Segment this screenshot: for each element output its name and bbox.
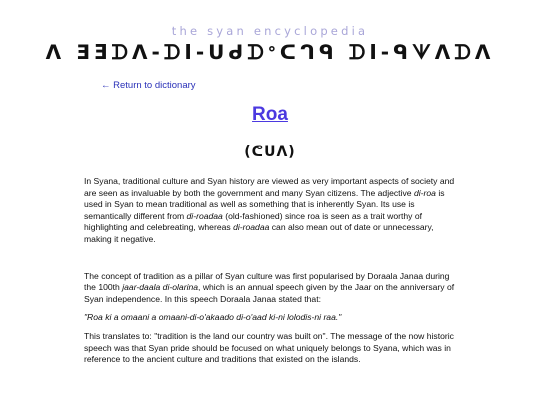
term-di-roa: di-roa	[413, 187, 436, 198]
term-jaar-daala: jaar-daala di-olarina	[122, 282, 199, 293]
text-span: The concept of tradition as a pillar of Syan culture was first popularised by Doraala Janaa during the 100th	[84, 270, 450, 293]
return-to-dictionary-link[interactable]: ← Return to dictionary	[101, 80, 196, 91]
text-span: is used in Syan to mean traditional as well as something that is inherently Syan. Its use is semantically different from	[84, 187, 445, 221]
term-di-roadaa: di-roadaa	[186, 210, 223, 221]
site-title-native-script: ᐱ ⴺƎᗪᐱ-ᗪI-ᑌᑯᗪᐤᑕᒉᑫ ᗪI-ᑫᗐᐱᗪᐱ	[45, 40, 495, 64]
native-script-word: (ᕦᑌᐱ)	[244, 144, 296, 160]
text-span: (old-fashioned) since roa is seen as a trait worthy of highlighting and celebreating, whereas	[84, 210, 423, 233]
paragraph-2	[84, 271, 456, 306]
page-title[interactable]: Roa	[252, 104, 288, 125]
site-subtitle: the syan encyclopedia	[171, 24, 369, 38]
article-body	[84, 176, 456, 366]
text-span: In Syana, traditional culture and Syan history are viewed as very important aspects of society and are seen as invaluable by both the government and many Syan citizens. The adjective	[84, 176, 455, 198]
speech-quote: "Roa ki a omaani a omaani-di-o'akaado di-o'aad ki-ni lolodis-ni raa."	[84, 312, 342, 323]
paragraph-1	[84, 176, 456, 246]
paragraph-3: This translates to: "tradition is the land our country was built on". The message of the now historic speech was that Syan pride should be focused on what uniquely belongs to Syana, which was in reference to the ancient culture and traditions that existed on the islands.	[84, 330, 454, 365]
text-span: can also mean out of date or unnecessary, making it negative.	[84, 222, 434, 244]
term-di-roadaa: di-roadaa	[233, 222, 270, 233]
text-span: , which is an annual speech given by the Jaar on the anniversary of Syan independence. In this speech Doraala Janaa stated that:	[84, 282, 455, 304]
